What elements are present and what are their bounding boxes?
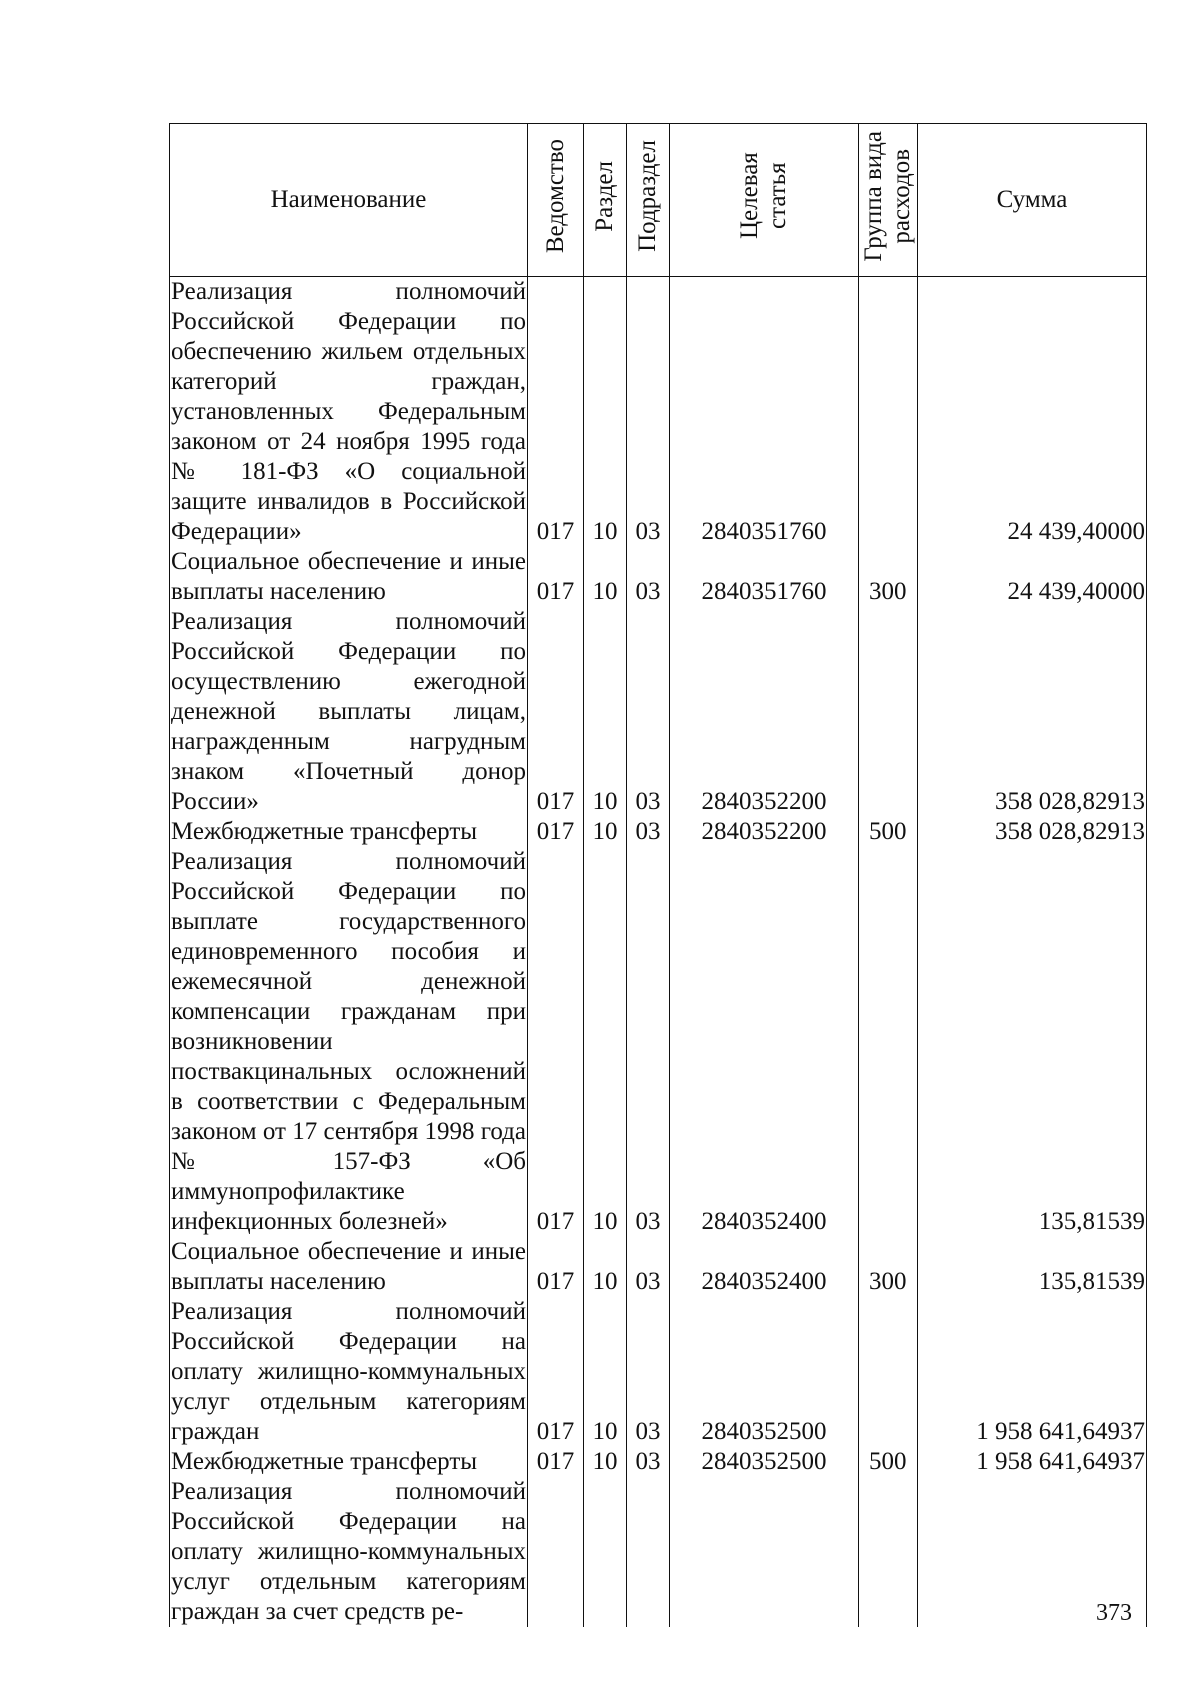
row-section: 10	[584, 817, 627, 847]
row-section	[584, 1477, 627, 1627]
row-section: 10	[584, 277, 627, 548]
row-subsection: 03	[627, 607, 670, 817]
row-expense-group	[859, 277, 918, 548]
row-expense-group	[859, 847, 918, 1237]
row-target-article: 2840352400	[670, 847, 859, 1237]
row-department: 017	[528, 1447, 584, 1477]
header-subsection-label: Подраздел	[634, 140, 661, 252]
table-row	[170, 817, 1147, 847]
row-expense-group: 300	[859, 547, 918, 607]
row-expense-group	[859, 1477, 918, 1627]
row-name: Социальное обеспечение и иные выплаты населению	[171, 1238, 526, 1295]
row-name: Реализация полномочий Российской Федерации по обеспечению жильем отдельных категорий граждан, установленных Федеральным законом от 24 ноября 1995 года № 181-ФЗ «О социальной защите инвалидов в Российской Федерации»	[171, 278, 526, 545]
row-section: 10	[584, 547, 627, 607]
row-sum: 24 439,40000	[918, 277, 1147, 548]
row-subsection: 03	[627, 1297, 670, 1447]
header-expense-group-line1: Группа вида	[860, 130, 887, 262]
row-department: 017	[528, 277, 584, 548]
table-row	[170, 607, 1147, 817]
row-name: Межбюджетные трансферты	[170, 1447, 528, 1477]
table-row	[170, 1297, 1147, 1447]
header-row	[170, 124, 1147, 277]
header-section	[584, 124, 627, 277]
row-department	[528, 1477, 584, 1627]
row-target-article: 2840351760	[670, 547, 859, 607]
row-subsection: 03	[627, 277, 670, 548]
row-expense-group	[859, 1297, 918, 1447]
row-sum: 358 028,82913	[918, 817, 1147, 847]
table-row	[170, 1477, 1147, 1627]
header-subsection	[627, 124, 670, 277]
row-target-article: 2840351760	[670, 277, 859, 548]
table-row	[170, 547, 1147, 607]
row-target-article: 2840352400	[670, 1237, 859, 1297]
row-department: 017	[528, 547, 584, 607]
row-target-article: 2840352500	[670, 1447, 859, 1477]
row-subsection: 03	[627, 1237, 670, 1297]
header-sum	[918, 124, 1147, 277]
header-expense-group-label	[860, 131, 916, 262]
row-section: 10	[584, 1237, 627, 1297]
header-department-label: Ведомство	[541, 138, 569, 254]
header-section-label: Раздел	[591, 160, 618, 232]
row-name: Реализация полномочий Российской Федерации по осуществлению ежегодной денежной выплаты лицам, награжденным нагрудным знаком «Почетный донор России»	[171, 608, 526, 815]
row-sum: 358 028,82913	[918, 607, 1147, 817]
table-row	[170, 847, 1147, 1237]
page-number: 373	[1096, 1600, 1132, 1626]
table-row	[170, 1447, 1147, 1477]
row-target-article: 2840352500	[670, 1297, 859, 1447]
row-name: Реализация полномочий Российской Федерации на оплату жилищно-коммунальных услуг отдельным категориям граждан за счет средств ре-	[171, 1478, 526, 1625]
row-section: 10	[584, 607, 627, 817]
header-name-label: Наименование	[270, 186, 427, 213]
row-sum: 24 439,40000	[918, 547, 1147, 607]
header-expense-group-line2: расходов	[888, 148, 915, 244]
row-subsection: 03	[627, 817, 670, 847]
row-sum: 1 958 641,64937	[918, 1297, 1147, 1447]
header-name	[170, 124, 528, 277]
row-name: Реализация полномочий Российской Федерации на оплату жилищно-коммунальных услуг отдельным категориям граждан	[171, 1298, 526, 1445]
row-department: 017	[528, 1237, 584, 1297]
header-sum-label: Сумма	[996, 186, 1068, 213]
row-subsection: 03	[627, 847, 670, 1237]
row-expense-group: 500	[859, 1447, 918, 1477]
row-department: 017	[528, 1297, 584, 1447]
table-row	[170, 277, 1147, 548]
row-expense-group: 500	[859, 817, 918, 847]
row-subsection	[627, 1477, 670, 1627]
row-name: Социальное обеспечение и иные выплаты населению	[171, 548, 526, 605]
row-name: Межбюджетные трансферты	[170, 817, 528, 847]
row-department: 017	[528, 607, 584, 817]
row-target-article: 2840352200	[670, 607, 859, 817]
row-section: 10	[584, 847, 627, 1237]
row-subsection: 03	[627, 1447, 670, 1477]
row-sum: 135,81539	[918, 1237, 1147, 1297]
row-target-article	[670, 1477, 859, 1627]
row-expense-group	[859, 607, 918, 817]
table-row	[170, 1237, 1147, 1297]
header-expense-group	[859, 124, 918, 277]
row-sum: 1 958 641,64937	[918, 1447, 1147, 1477]
header-target-article	[670, 124, 859, 277]
row-section: 10	[584, 1447, 627, 1477]
budget-table	[169, 123, 1147, 1627]
row-expense-group: 300	[859, 1237, 918, 1297]
header-target-article-label: Целевая статья	[736, 152, 791, 240]
row-sum: 135,81539	[918, 847, 1147, 1237]
header-department	[528, 124, 584, 277]
row-department: 017	[528, 817, 584, 847]
row-department: 017	[528, 847, 584, 1237]
row-target-article: 2840352200	[670, 817, 859, 847]
row-name: Реализация полномочий Российской Федерации по выплате государственного единовременного пособия и ежемесячной денежной компенсации гражданам при возникновении поствакцинальных осложнений в соответствии с Федеральным законом от 17 сентября 1998 года № 157-ФЗ «Об иммунопрофилактике инфекционных болезней»	[171, 848, 526, 1235]
row-section: 10	[584, 1297, 627, 1447]
row-subsection: 03	[627, 547, 670, 607]
